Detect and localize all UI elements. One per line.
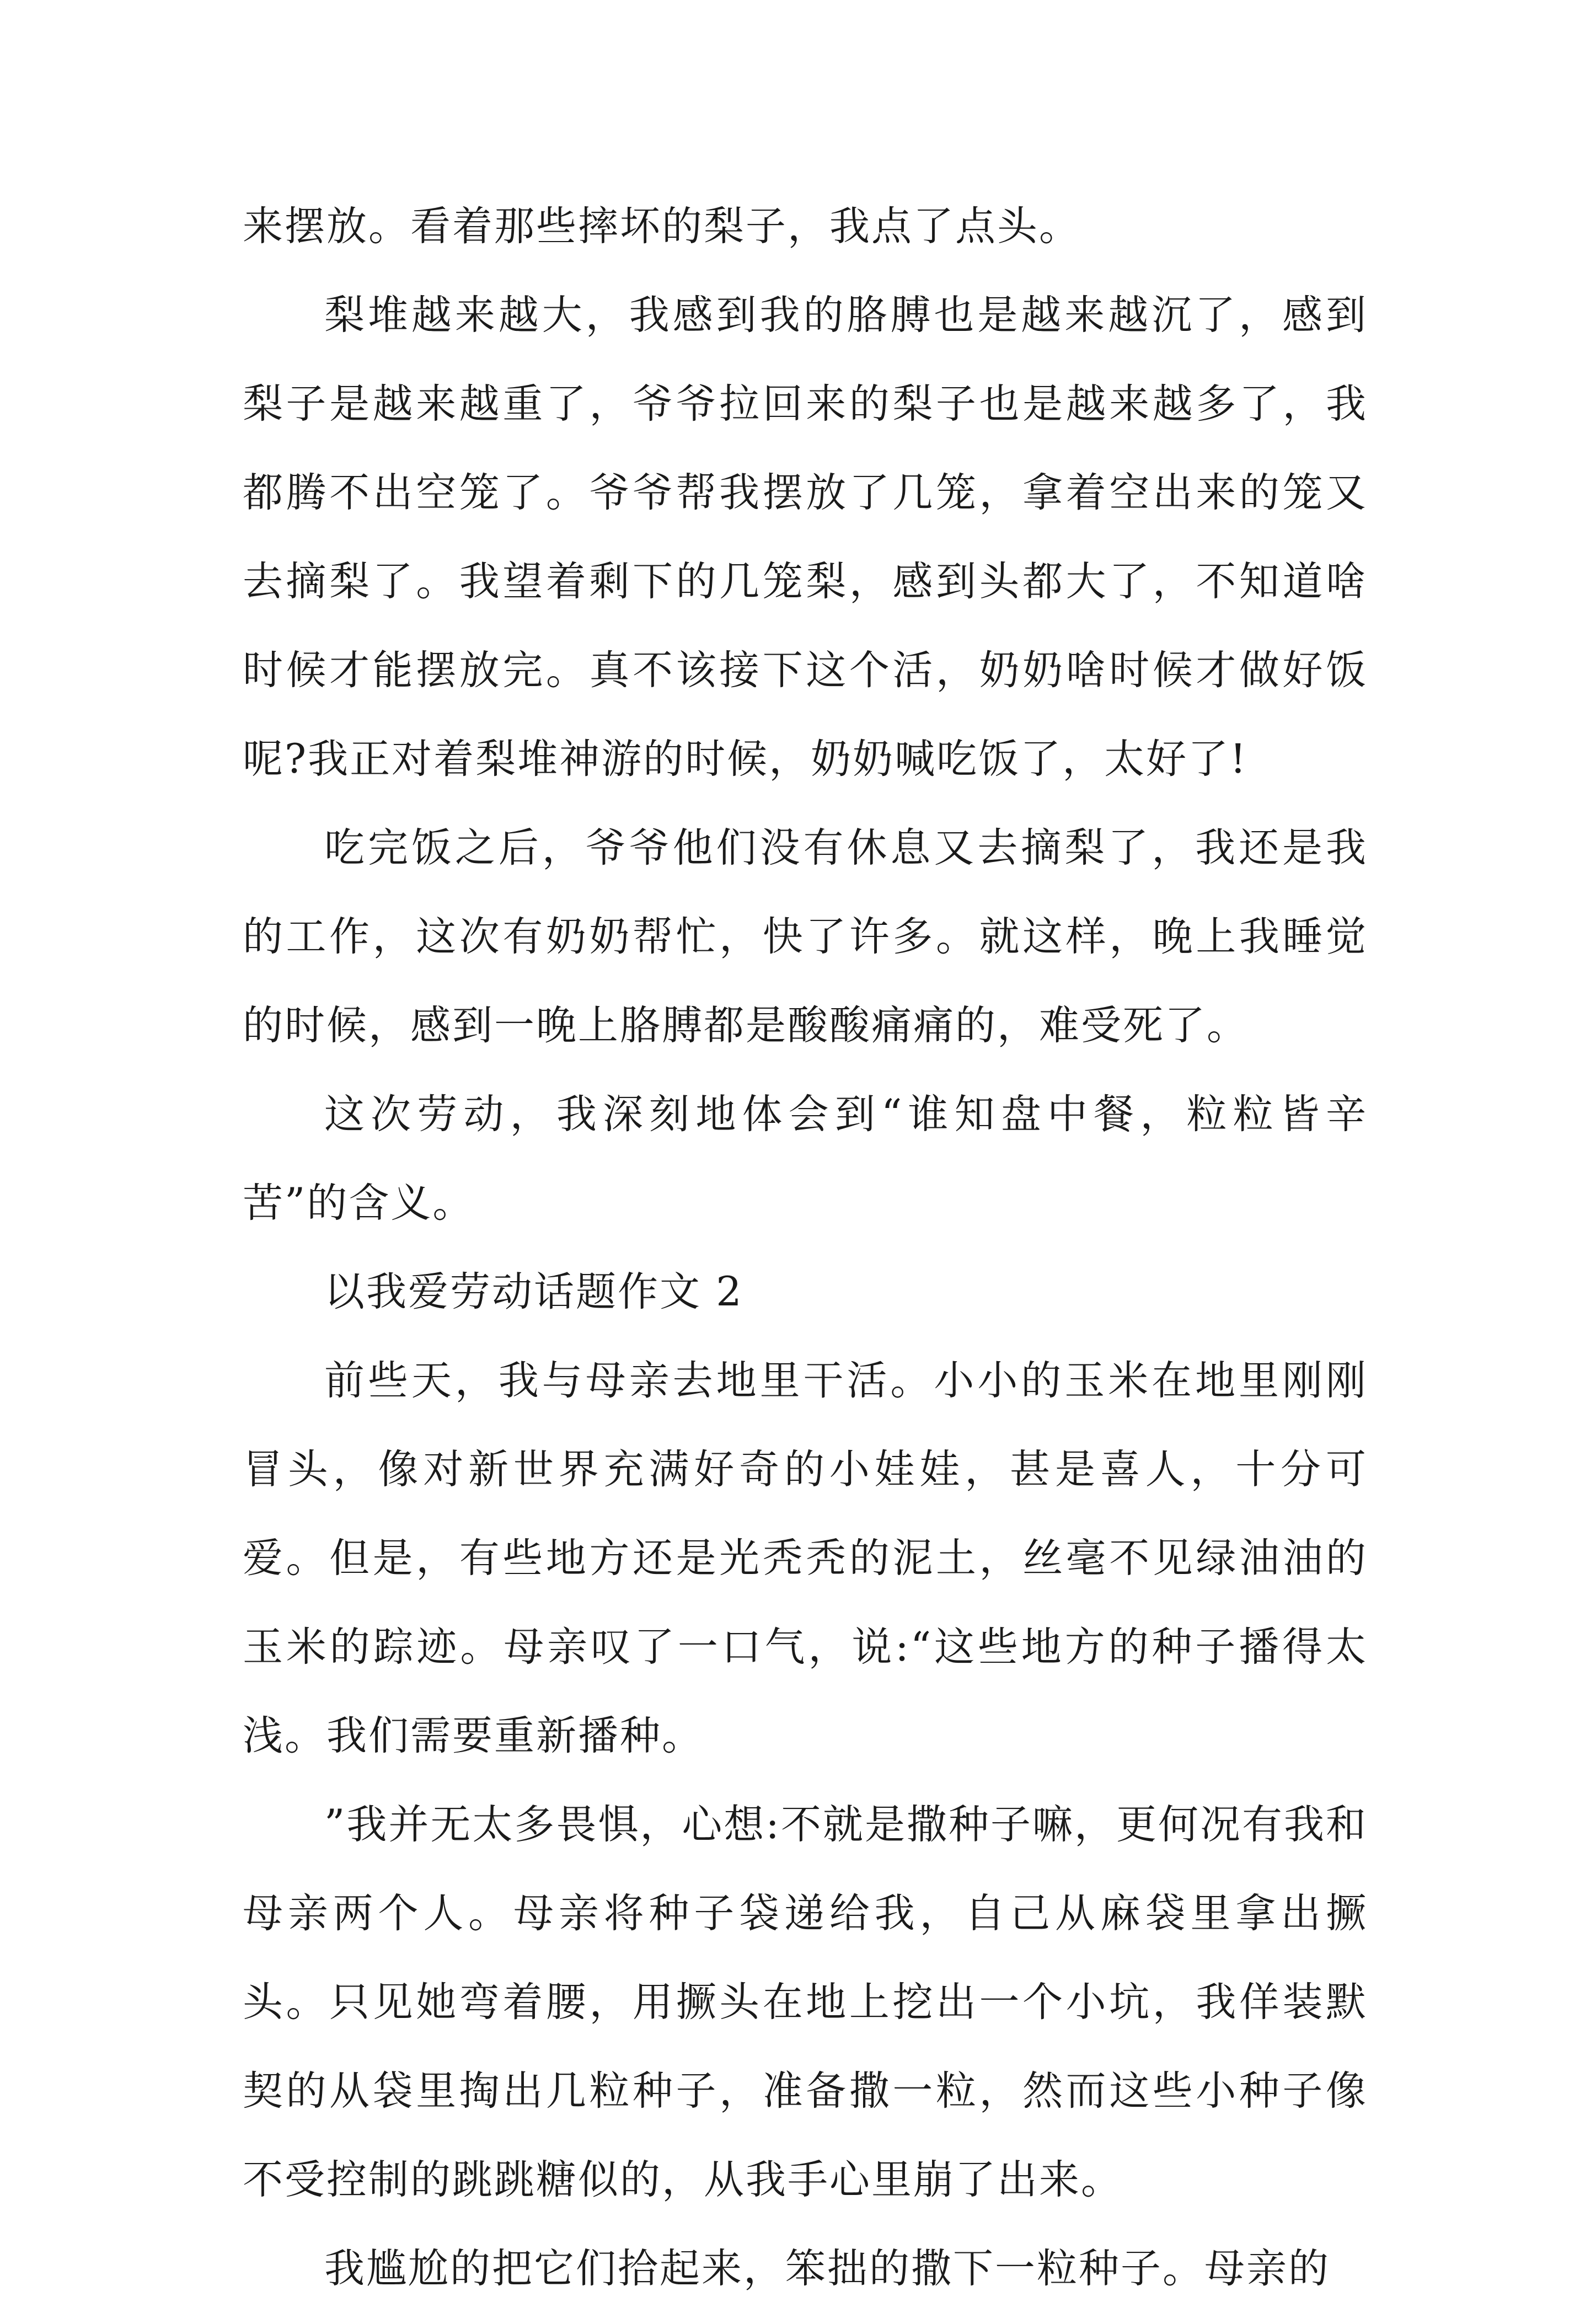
section-heading: 以我爱劳动话题作文 2 (324, 1268, 743, 1315)
paragraph: 这次劳动，我深刻地体会到“谁知盘中餐，粒粒皆辛苦”的含义。 (243, 1091, 1368, 1227)
document-body (243, 182, 1368, 2313)
paragraph: 吃完饭之后，爷爷他们没有休息又去摘梨了，我还是我的工作，这次有奶奶帮忙，快了许多。就这样，晚上我睡觉的时候，感到一晚上胳膊都是酸酸痛痛的，难受死了。 (243, 824, 1368, 1049)
paragraph: 我尴尬的把它们拾起来，笨拙的撒下一粒种子。母亲的 (324, 2245, 1330, 2292)
paragraph: 前些天，我与母亲去地里干活。小小的玉米在地里刚刚冒头，像对新世界充满好奇的小娃娃，甚是喜人，十分可爱。但是，有些地方还是光秃秃的泥土，丝毫不见绿油油的玉米的踪迹。母亲叹了一口气，说:“这些地方的种子播得太浅。我们需要重新播种。 (243, 1357, 1368, 1759)
paragraph: ”我并无太多畏惧，心想:不就是撒种子嘛，更何况有我和母亲两个人。母亲将种子袋递给我，自己从麻袋里拿出撅头。只见她弯着腰，用撅头在地上挖出一个小坑，我佯装默契的从袋里掏出几粒种子，准备撒一粒，然而这些小种子像不受控制的跳跳糖似的，从我手心里崩了出来。 (243, 1801, 1368, 2203)
paragraph-continuation: 来摆放。看着那些摔坏的梨子，我点了点头。 (243, 203, 1081, 250)
paragraph: 梨堆越来越大，我感到我的胳膊也是越来越沉了，感到梨子是越来越重了，爷爷拉回来的梨子也是越来越多了，我都腾不出空笼了。爷爷帮我摆放了几笼，拿着空出来的笼又去摘梨了。我望着剩下的几笼梨，感到头都大了，不知道啥时候才能摆放完。真不该接下这个活，奶奶啥时候才做好饭呢?我正对着梨堆神游的时候，奶奶喊吃饭了，太好了! (243, 292, 1368, 783)
